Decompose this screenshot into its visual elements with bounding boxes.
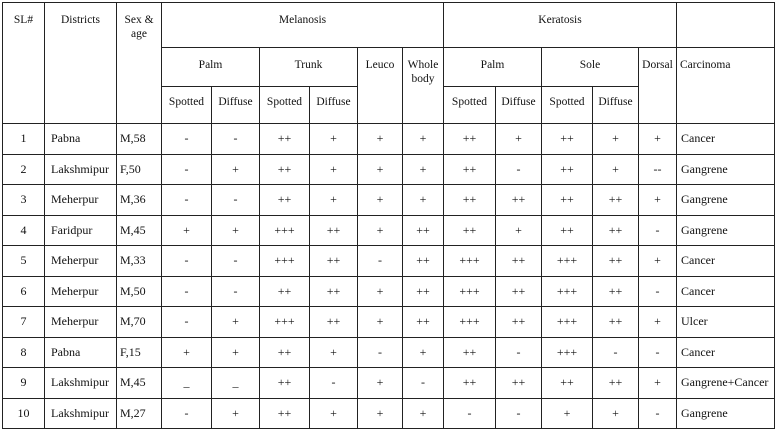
header-diffuse: Diffuse — [496, 87, 542, 124]
cell-sole-spotted: +++ — [542, 337, 593, 368]
cell-melanosis-palm-spotted: - — [162, 124, 212, 155]
cell-sole-spotted: +++ — [542, 276, 593, 307]
cell-leuco: + — [358, 185, 403, 216]
cell-melanosis-palm-spotted: - — [162, 398, 212, 429]
cell-melanosis-palm-diffuse: - — [212, 246, 260, 277]
cell-carcinoma: Gangrene+Cancer — [677, 368, 775, 399]
cell-dorsal: - — [639, 215, 677, 246]
header-keratosis-palm: Palm — [444, 48, 542, 87]
cell-keratosis-palm-spotted: +++ — [444, 246, 496, 277]
header-districts: Districts — [45, 3, 117, 124]
cell-melanosis-palm-diffuse: + — [212, 154, 260, 185]
cell-carcinoma: Gangrene — [677, 185, 775, 216]
cell-sl: 2 — [3, 154, 45, 185]
cell-sole-diffuse: ++ — [593, 185, 639, 216]
cell-leuco: - — [358, 246, 403, 277]
cell-leuco: + — [358, 307, 403, 338]
header-sex-age: Sex & age — [117, 3, 162, 124]
table-row — [3, 185, 775, 216]
cell-trunk-diffuse: ++ — [310, 215, 358, 246]
cell-sex-age: M,27 — [117, 398, 162, 429]
table-row — [3, 398, 775, 429]
cell-melanosis-palm-spotted: + — [162, 337, 212, 368]
cell-trunk-diffuse: + — [310, 124, 358, 155]
header-sl: SL# — [3, 3, 45, 124]
cell-trunk-spotted: ++ — [260, 185, 310, 216]
cell-keratosis-palm-diffuse: - — [496, 154, 542, 185]
cell-keratosis-palm-diffuse: ++ — [496, 276, 542, 307]
cell-keratosis-palm-spotted: - — [444, 398, 496, 429]
cell-trunk-spotted: ++ — [260, 398, 310, 429]
cell-dorsal: -- — [639, 154, 677, 185]
header-spotted: Spotted — [542, 87, 593, 124]
cell-sole-spotted: + — [542, 398, 593, 429]
cell-trunk-diffuse: - — [310, 368, 358, 399]
table-row — [3, 215, 775, 246]
cell-trunk-spotted: +++ — [260, 246, 310, 277]
cell-district: Meherpur — [45, 307, 117, 338]
cell-sole-spotted: +++ — [542, 307, 593, 338]
cell-keratosis-palm-diffuse: ++ — [496, 185, 542, 216]
cell-sl: 6 — [3, 276, 45, 307]
cell-melanosis-palm-spotted: + — [162, 215, 212, 246]
cell-district: Lakshmipur — [45, 398, 117, 429]
header-trunk: Trunk — [260, 48, 358, 87]
cell-dorsal: + — [639, 124, 677, 155]
cell-leuco: + — [358, 276, 403, 307]
cell-sole-diffuse: - — [593, 337, 639, 368]
cell-leuco: + — [358, 368, 403, 399]
cell-carcinoma: Cancer — [677, 337, 775, 368]
cell-sole-diffuse: ++ — [593, 276, 639, 307]
cell-leuco: + — [358, 215, 403, 246]
cell-keratosis-palm-diffuse: + — [496, 124, 542, 155]
cell-keratosis-palm-diffuse: ++ — [496, 368, 542, 399]
cell-keratosis-palm-spotted: +++ — [444, 307, 496, 338]
cell-keratosis-palm-diffuse: - — [496, 337, 542, 368]
cell-melanosis-palm-diffuse: + — [212, 398, 260, 429]
cell-keratosis-palm-spotted: ++ — [444, 337, 496, 368]
cell-carcinoma: Ulcer — [677, 307, 775, 338]
table-row — [3, 307, 775, 338]
header-sole: Sole — [542, 48, 639, 87]
cell-melanosis-palm-spotted: - — [162, 246, 212, 277]
cell-sex-age: M,58 — [117, 124, 162, 155]
header-spotted: Spotted — [260, 87, 310, 124]
cell-whole-body: + — [403, 154, 444, 185]
cell-carcinoma: Cancer — [677, 246, 775, 277]
cell-trunk-diffuse: ++ — [310, 307, 358, 338]
cell-sex-age: M,45 — [117, 368, 162, 399]
cell-melanosis-palm-diffuse: - — [212, 124, 260, 155]
cell-district: Meherpur — [45, 185, 117, 216]
cell-melanosis-palm-diffuse: - — [212, 276, 260, 307]
cell-sole-diffuse: + — [593, 154, 639, 185]
cell-sole-diffuse: ++ — [593, 307, 639, 338]
cell-sex-age: M,36 — [117, 185, 162, 216]
cell-sl: 9 — [3, 368, 45, 399]
cell-melanosis-palm-spotted: - — [162, 307, 212, 338]
cell-trunk-spotted: ++ — [260, 368, 310, 399]
cell-trunk-spotted: ++ — [260, 276, 310, 307]
cell-sole-diffuse: + — [593, 124, 639, 155]
cell-carcinoma: Gangrene — [677, 398, 775, 429]
cell-sex-age: M,33 — [117, 246, 162, 277]
cell-keratosis-palm-spotted: ++ — [444, 124, 496, 155]
cell-district: Meherpur — [45, 246, 117, 277]
cell-sole-diffuse: + — [593, 398, 639, 429]
cell-sole-spotted: ++ — [542, 368, 593, 399]
cell-carcinoma: Cancer — [677, 124, 775, 155]
cell-leuco: - — [358, 337, 403, 368]
cell-carcinoma: Cancer — [677, 276, 775, 307]
header-leuco: Leuco — [358, 48, 403, 124]
cell-sole-spotted: ++ — [542, 185, 593, 216]
cell-sole-spotted: +++ — [542, 246, 593, 277]
cell-trunk-spotted: +++ — [260, 215, 310, 246]
cell-melanosis-palm-diffuse: + — [212, 307, 260, 338]
cell-sex-age: M,70 — [117, 307, 162, 338]
cell-district: Faridpur — [45, 215, 117, 246]
cell-whole-body: + — [403, 337, 444, 368]
cell-sex-age: F,15 — [117, 337, 162, 368]
cell-keratosis-palm-diffuse: - — [496, 398, 542, 429]
header-carcinoma: Carcinoma — [677, 48, 775, 124]
cell-keratosis-palm-spotted: ++ — [444, 215, 496, 246]
cell-sole-spotted: ++ — [542, 124, 593, 155]
cell-trunk-diffuse: + — [310, 398, 358, 429]
cell-district: Lakshmipur — [45, 154, 117, 185]
cell-trunk-diffuse: + — [310, 154, 358, 185]
cell-district: Pabna — [45, 124, 117, 155]
cell-dorsal: + — [639, 185, 677, 216]
cell-whole-body: + — [403, 185, 444, 216]
cell-keratosis-palm-diffuse: ++ — [496, 307, 542, 338]
cell-keratosis-palm-spotted: ++ — [444, 185, 496, 216]
cell-sl: 10 — [3, 398, 45, 429]
cell-whole-body: ++ — [403, 246, 444, 277]
cell-sole-diffuse: ++ — [593, 368, 639, 399]
cell-melanosis-palm-diffuse: _ — [212, 368, 260, 399]
cell-keratosis-palm-diffuse: + — [496, 215, 542, 246]
cell-sl: 8 — [3, 337, 45, 368]
cell-dorsal: + — [639, 246, 677, 277]
header-melanosis-palm: Palm — [162, 48, 260, 87]
cell-trunk-diffuse: + — [310, 185, 358, 216]
cell-sex-age: F,50 — [117, 154, 162, 185]
cell-carcinoma: Gangrene — [677, 154, 775, 185]
cell-trunk-spotted: ++ — [260, 124, 310, 155]
cell-keratosis-palm-diffuse: ++ — [496, 246, 542, 277]
table-row — [3, 276, 775, 307]
cell-trunk-diffuse: ++ — [310, 246, 358, 277]
cell-trunk-spotted: +++ — [260, 307, 310, 338]
cell-trunk-spotted: ++ — [260, 337, 310, 368]
cell-trunk-spotted: ++ — [260, 154, 310, 185]
cell-trunk-diffuse: ++ — [310, 276, 358, 307]
cell-district: Lakshmipur — [45, 368, 117, 399]
cell-sole-diffuse: ++ — [593, 246, 639, 277]
arsenicosis-symptoms-table — [2, 2, 775, 429]
cell-whole-body: ++ — [403, 276, 444, 307]
cell-melanosis-palm-diffuse: + — [212, 215, 260, 246]
cell-district: Meherpur — [45, 276, 117, 307]
table-row — [3, 337, 775, 368]
header-spotted: Spotted — [444, 87, 496, 124]
cell-trunk-diffuse: + — [310, 337, 358, 368]
cell-sole-diffuse: ++ — [593, 215, 639, 246]
cell-district: Pabna — [45, 337, 117, 368]
header-dorsal: Dorsal — [639, 48, 677, 124]
table-row — [3, 368, 775, 399]
header-melanosis: Melanosis — [162, 3, 444, 48]
header-blank — [677, 3, 775, 48]
cell-leuco: + — [358, 398, 403, 429]
cell-melanosis-palm-spotted: - — [162, 154, 212, 185]
cell-melanosis-palm-spotted: _ — [162, 368, 212, 399]
cell-whole-body: + — [403, 398, 444, 429]
cell-whole-body: ++ — [403, 307, 444, 338]
cell-sex-age: M,45 — [117, 215, 162, 246]
header-row-1 — [3, 3, 775, 48]
cell-sole-spotted: ++ — [542, 154, 593, 185]
header-diffuse: Diffuse — [310, 87, 358, 124]
cell-dorsal: - — [639, 337, 677, 368]
cell-sl: 3 — [3, 185, 45, 216]
cell-melanosis-palm-diffuse: - — [212, 185, 260, 216]
cell-dorsal: - — [639, 398, 677, 429]
cell-keratosis-palm-spotted: +++ — [444, 276, 496, 307]
table-body — [3, 124, 775, 429]
cell-melanosis-palm-spotted: - — [162, 276, 212, 307]
table-row — [3, 246, 775, 277]
table-container — [2, 2, 775, 429]
header-whole-body: Whole body — [403, 48, 444, 124]
header-diffuse: Diffuse — [212, 87, 260, 124]
cell-melanosis-palm-diffuse: + — [212, 337, 260, 368]
cell-sl: 5 — [3, 246, 45, 277]
cell-dorsal: + — [639, 307, 677, 338]
cell-carcinoma: Gangrene — [677, 215, 775, 246]
cell-sole-spotted: ++ — [542, 215, 593, 246]
header-spotted: Spotted — [162, 87, 212, 124]
cell-whole-body: + — [403, 124, 444, 155]
cell-sl: 4 — [3, 215, 45, 246]
cell-whole-body: - — [403, 368, 444, 399]
cell-sl: 1 — [3, 124, 45, 155]
cell-sl: 7 — [3, 307, 45, 338]
cell-dorsal: - — [639, 276, 677, 307]
table-row — [3, 124, 775, 155]
cell-dorsal: + — [639, 368, 677, 399]
cell-keratosis-palm-spotted: ++ — [444, 368, 496, 399]
cell-melanosis-palm-spotted: - — [162, 185, 212, 216]
cell-leuco: + — [358, 154, 403, 185]
cell-whole-body: ++ — [403, 215, 444, 246]
header-keratosis: Keratosis — [444, 3, 677, 48]
cell-leuco: + — [358, 124, 403, 155]
cell-keratosis-palm-spotted: ++ — [444, 154, 496, 185]
header-diffuse: Diffuse — [593, 87, 639, 124]
cell-sex-age: M,50 — [117, 276, 162, 307]
table-row — [3, 154, 775, 185]
